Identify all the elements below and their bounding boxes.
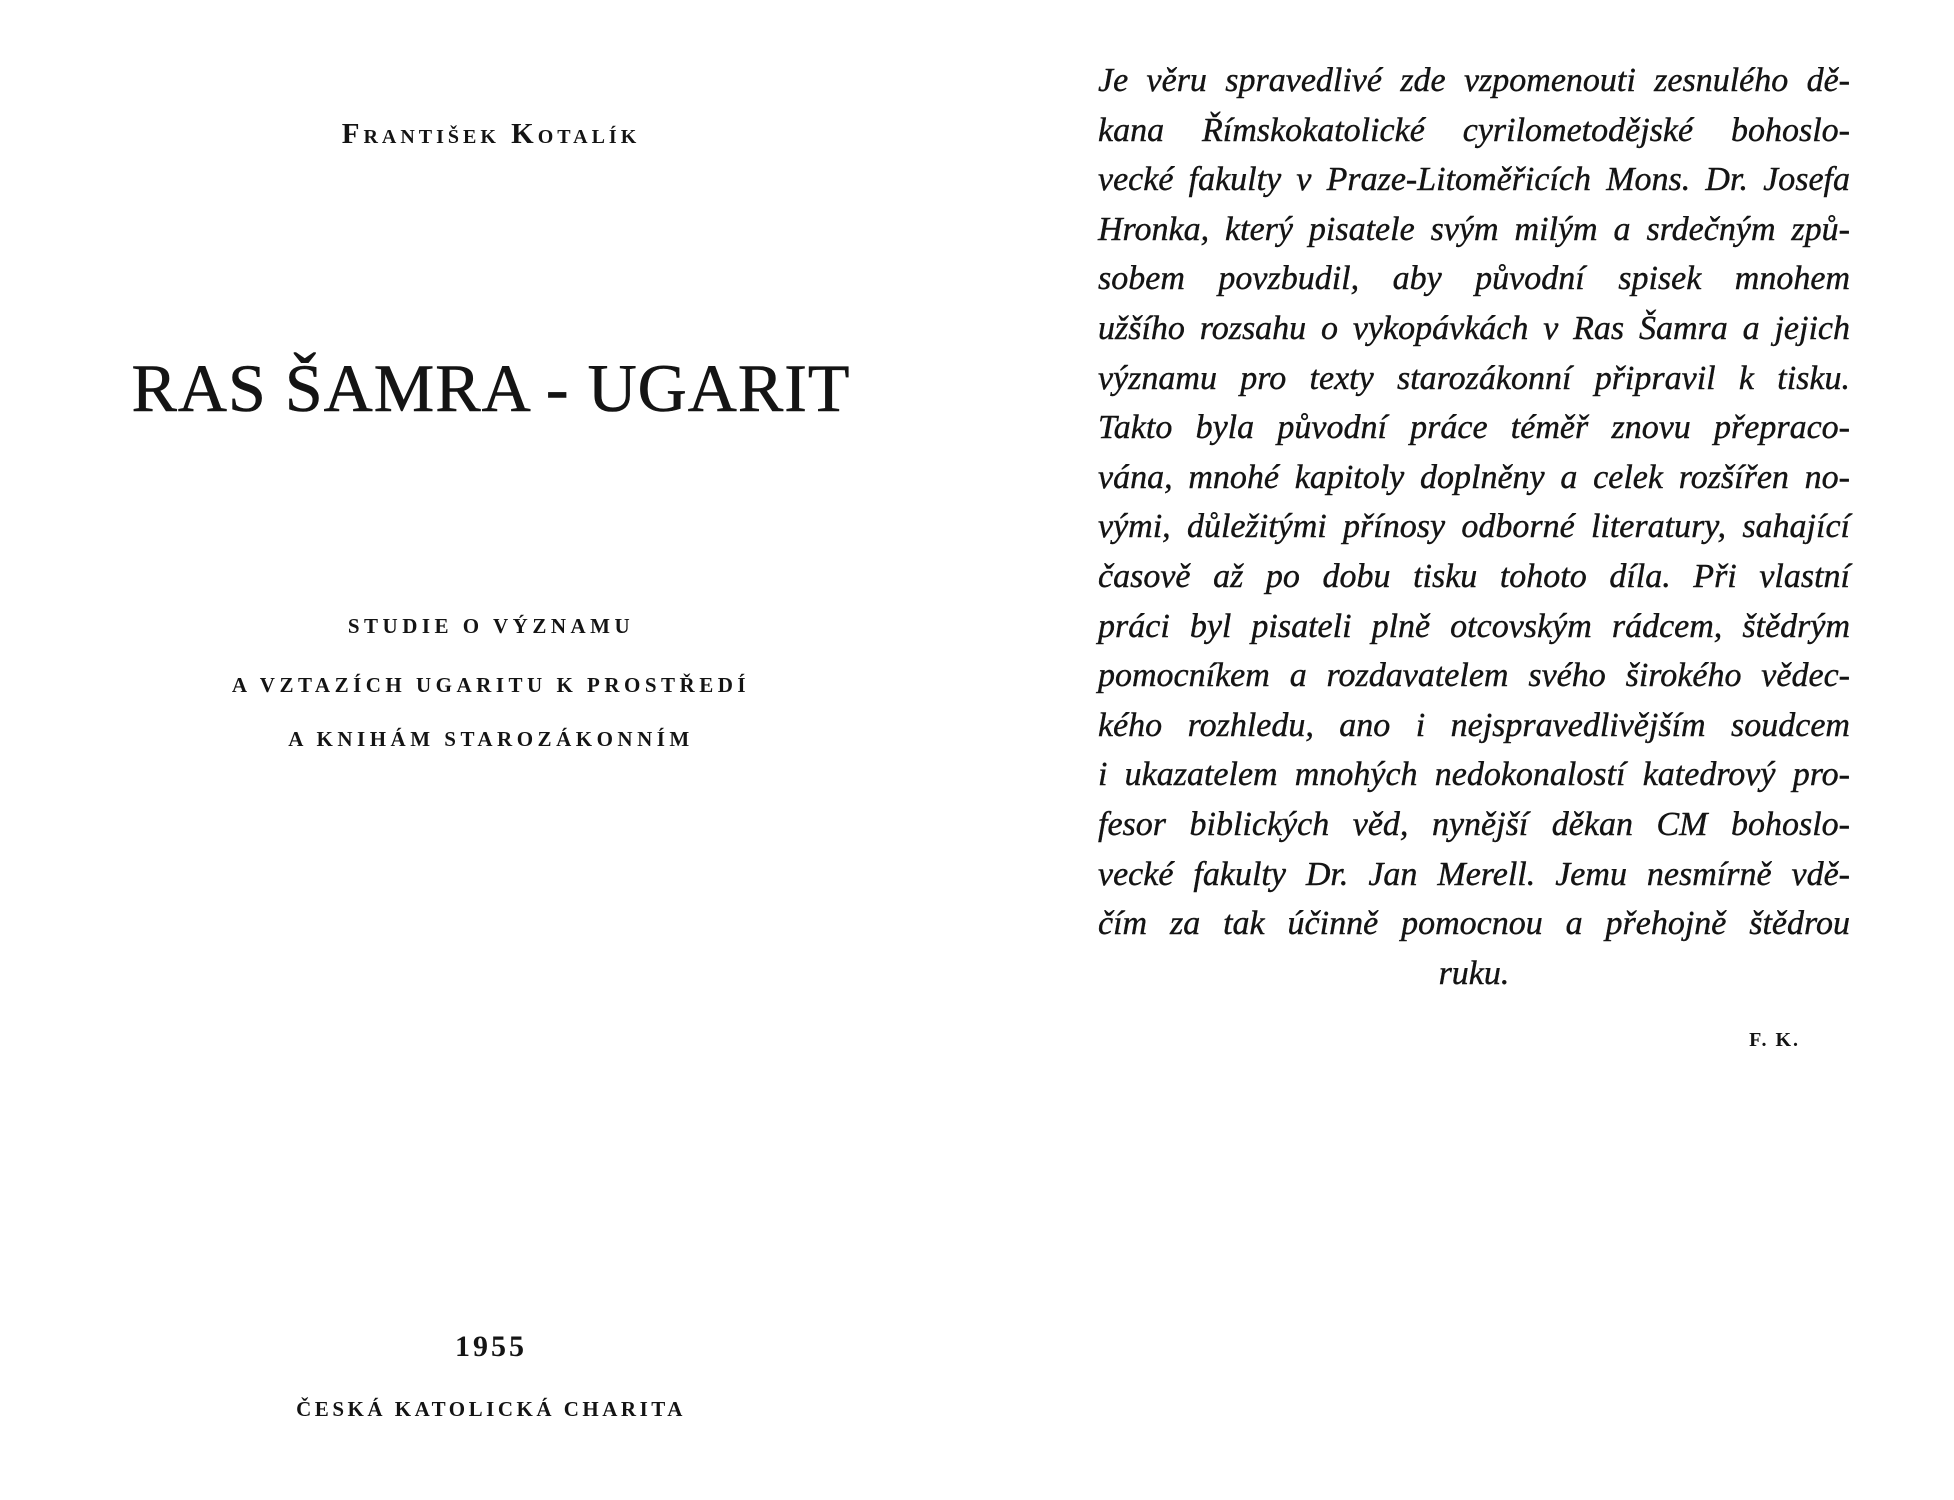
publisher-name: ČESKÁ KATOLICKÁ CHARITA — [296, 1397, 686, 1421]
text-line: Je věru spravedlivé zde vzpomenouti zesnulého dě- — [1098, 62, 1850, 99]
text-line: čím za tak účinně pomocnou a přehojně štědrou — [1098, 905, 1850, 943]
text-line: významu pro texty starozákonní připravil k tisku. — [1098, 359, 1850, 397]
text-line: časově až po dobu tisku tohoto díla. Při vlastní — [1098, 557, 1850, 595]
author-name: František Kotalík — [341, 118, 641, 150]
text-line: vými, důležitými přínosy odborné literatury, sahající — [1098, 508, 1850, 546]
dedication-text — [1098, 56, 1850, 998]
text-line: pomocníkem a rozdavatelem svého širokého vědec- — [1098, 657, 1850, 695]
book-title: RAS ŠAMRA - UGARIT — [131, 350, 851, 426]
text-line: vecké fakulty v Praze-Litoměřicích Mons. Dr. Josefa — [1098, 161, 1850, 199]
text-line: vána, mnohé kapitoly doplněny a celek rozšířen no- — [1098, 458, 1850, 496]
text-line-last: ruku. — [1438, 954, 1510, 992]
text-line: fesor biblických věd, nynější děkan CM bohoslo- — [1098, 805, 1850, 843]
text-line: vecké fakulty Dr. Jan Merell. Jemu nesmírně vdě- — [1098, 855, 1850, 893]
subtitle-line-1: STUDIE O VÝZNAMU — [347, 614, 635, 638]
text-line: i ukazatelem mnohých nedokonalostí katedrový pro- — [1098, 756, 1850, 794]
text-line: Hronka, který pisatele svým milým a srdečným způ- — [1098, 210, 1850, 248]
text-line: práci byl pisateli plně otcovským rádcem, štědrým — [1098, 607, 1850, 645]
text-line: Takto byla původní práce téměř znovu přepraco- — [1098, 409, 1850, 447]
dedication-page — [982, 0, 1954, 1500]
text-line: užšího rozsahu o vykopávkách v Ras Šamra a jejich — [1098, 309, 1850, 347]
text-line: kana Římskokatolické cyrilometodějské bohoslo- — [1098, 111, 1850, 149]
text-line: sobem povzbudil, aby původní spisek mnohem — [1098, 260, 1850, 298]
text-line: kého rozhledu, ano i nejspravedlivějším soudcem — [1098, 706, 1850, 744]
subtitle-line-3: A KNIHÁM STAROZÁKONNÍM — [288, 727, 694, 751]
publication-year: 1955 — [455, 1330, 527, 1363]
author-initials-signature: F. K. — [1749, 1029, 1800, 1051]
subtitle-line-2: A VZTAZÍCH UGARITU K PROSTŘEDÍ — [231, 673, 751, 697]
